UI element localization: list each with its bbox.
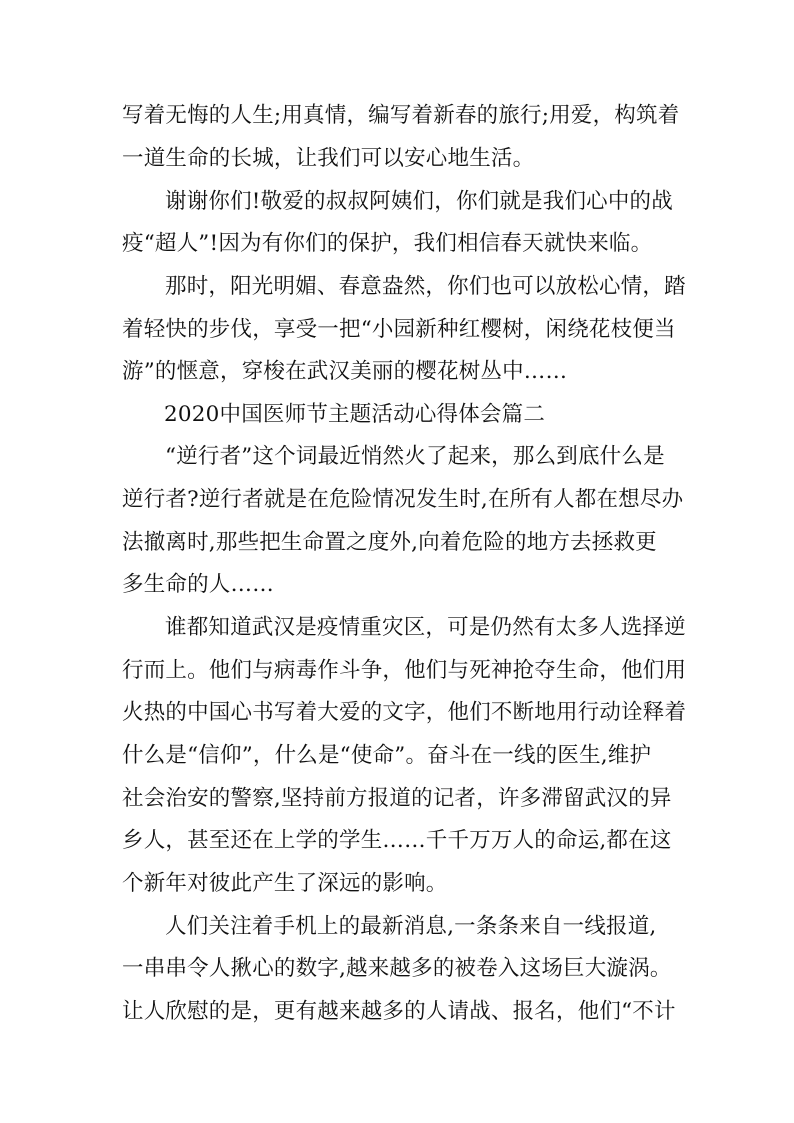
paragraph-line: 谢谢你们!敬爱的叔叔阿姨们，你们就是我们心中的战 <box>165 189 673 214</box>
paragraph-line: 着轻快的步伐，享受一把“小园新种红樱树，闲绕花枝便当 <box>122 317 676 342</box>
paragraph-line: 法撤离时,那些把生命置之度外,向着危险的地方去拯救更 <box>122 530 657 555</box>
paragraph-line: 一道生命的长城，让我们可以安心地生活。 <box>122 146 535 171</box>
paragraph-line: 疫“超人”!因为有你们的保护，我们相信春天就快来临。 <box>122 231 653 256</box>
paragraph-line: 什么是“信仰”，什么是“使命”。奋斗在一线的医生,维护 <box>122 743 652 768</box>
paragraph-line: 乡人，甚至还在上学的学生……千千万万人的命运,都在这 <box>122 828 672 853</box>
paragraph-line: 写着无悔的人生;用真情，编写着新春的旅行;用爱，构筑着 <box>122 103 680 128</box>
paragraph-line: 行而上。他们与病毒作斗争，他们与死神抢夺生命，他们用 <box>122 658 687 683</box>
paragraph-line: 个新年对彼此产生了深远的影响。 <box>122 871 448 896</box>
paragraph-line: 一串串令人揪心的数字,越来越多的被卷入这场巨大漩涡。 <box>122 956 672 981</box>
paragraph-line: “逆行者”这个词最近悄然火了起来，那么到底什么是 <box>165 444 665 469</box>
paragraph-line: 谁都知道武汉是疫情重灾区，可是仍然有太多人选择逆 <box>165 615 686 640</box>
paragraph-line: 逆行者?逆行者就是在危险情况发生时,在所有人都在想尽办 <box>122 487 684 512</box>
paragraph-line: 游”的惬意，穿梭在武汉美丽的樱花树丛中…… <box>122 359 568 384</box>
paragraph-line: 多生命的人…… <box>122 572 274 597</box>
paragraph-line: 社会治安的警察,坚持前方报道的记者，许多滞留武汉的异 <box>122 786 672 811</box>
paragraph-line: 火热的中国心书写着大爱的文字，他们不断地用行动诠释着 <box>122 700 687 725</box>
paragraph-line: 那时，阳光明媚、春意盎然，你们也可以放松心情，踏 <box>165 274 686 299</box>
section-heading: 2020中国医师节主题活动心得体会篇二 <box>164 402 546 427</box>
paragraph-line: 人们关注着手机上的最新消息,一条条来自一线报道, <box>165 914 657 939</box>
paragraph-line: 让人欣慰的是，更有越来越多的人请战、报名，他们“不计 <box>122 999 676 1024</box>
